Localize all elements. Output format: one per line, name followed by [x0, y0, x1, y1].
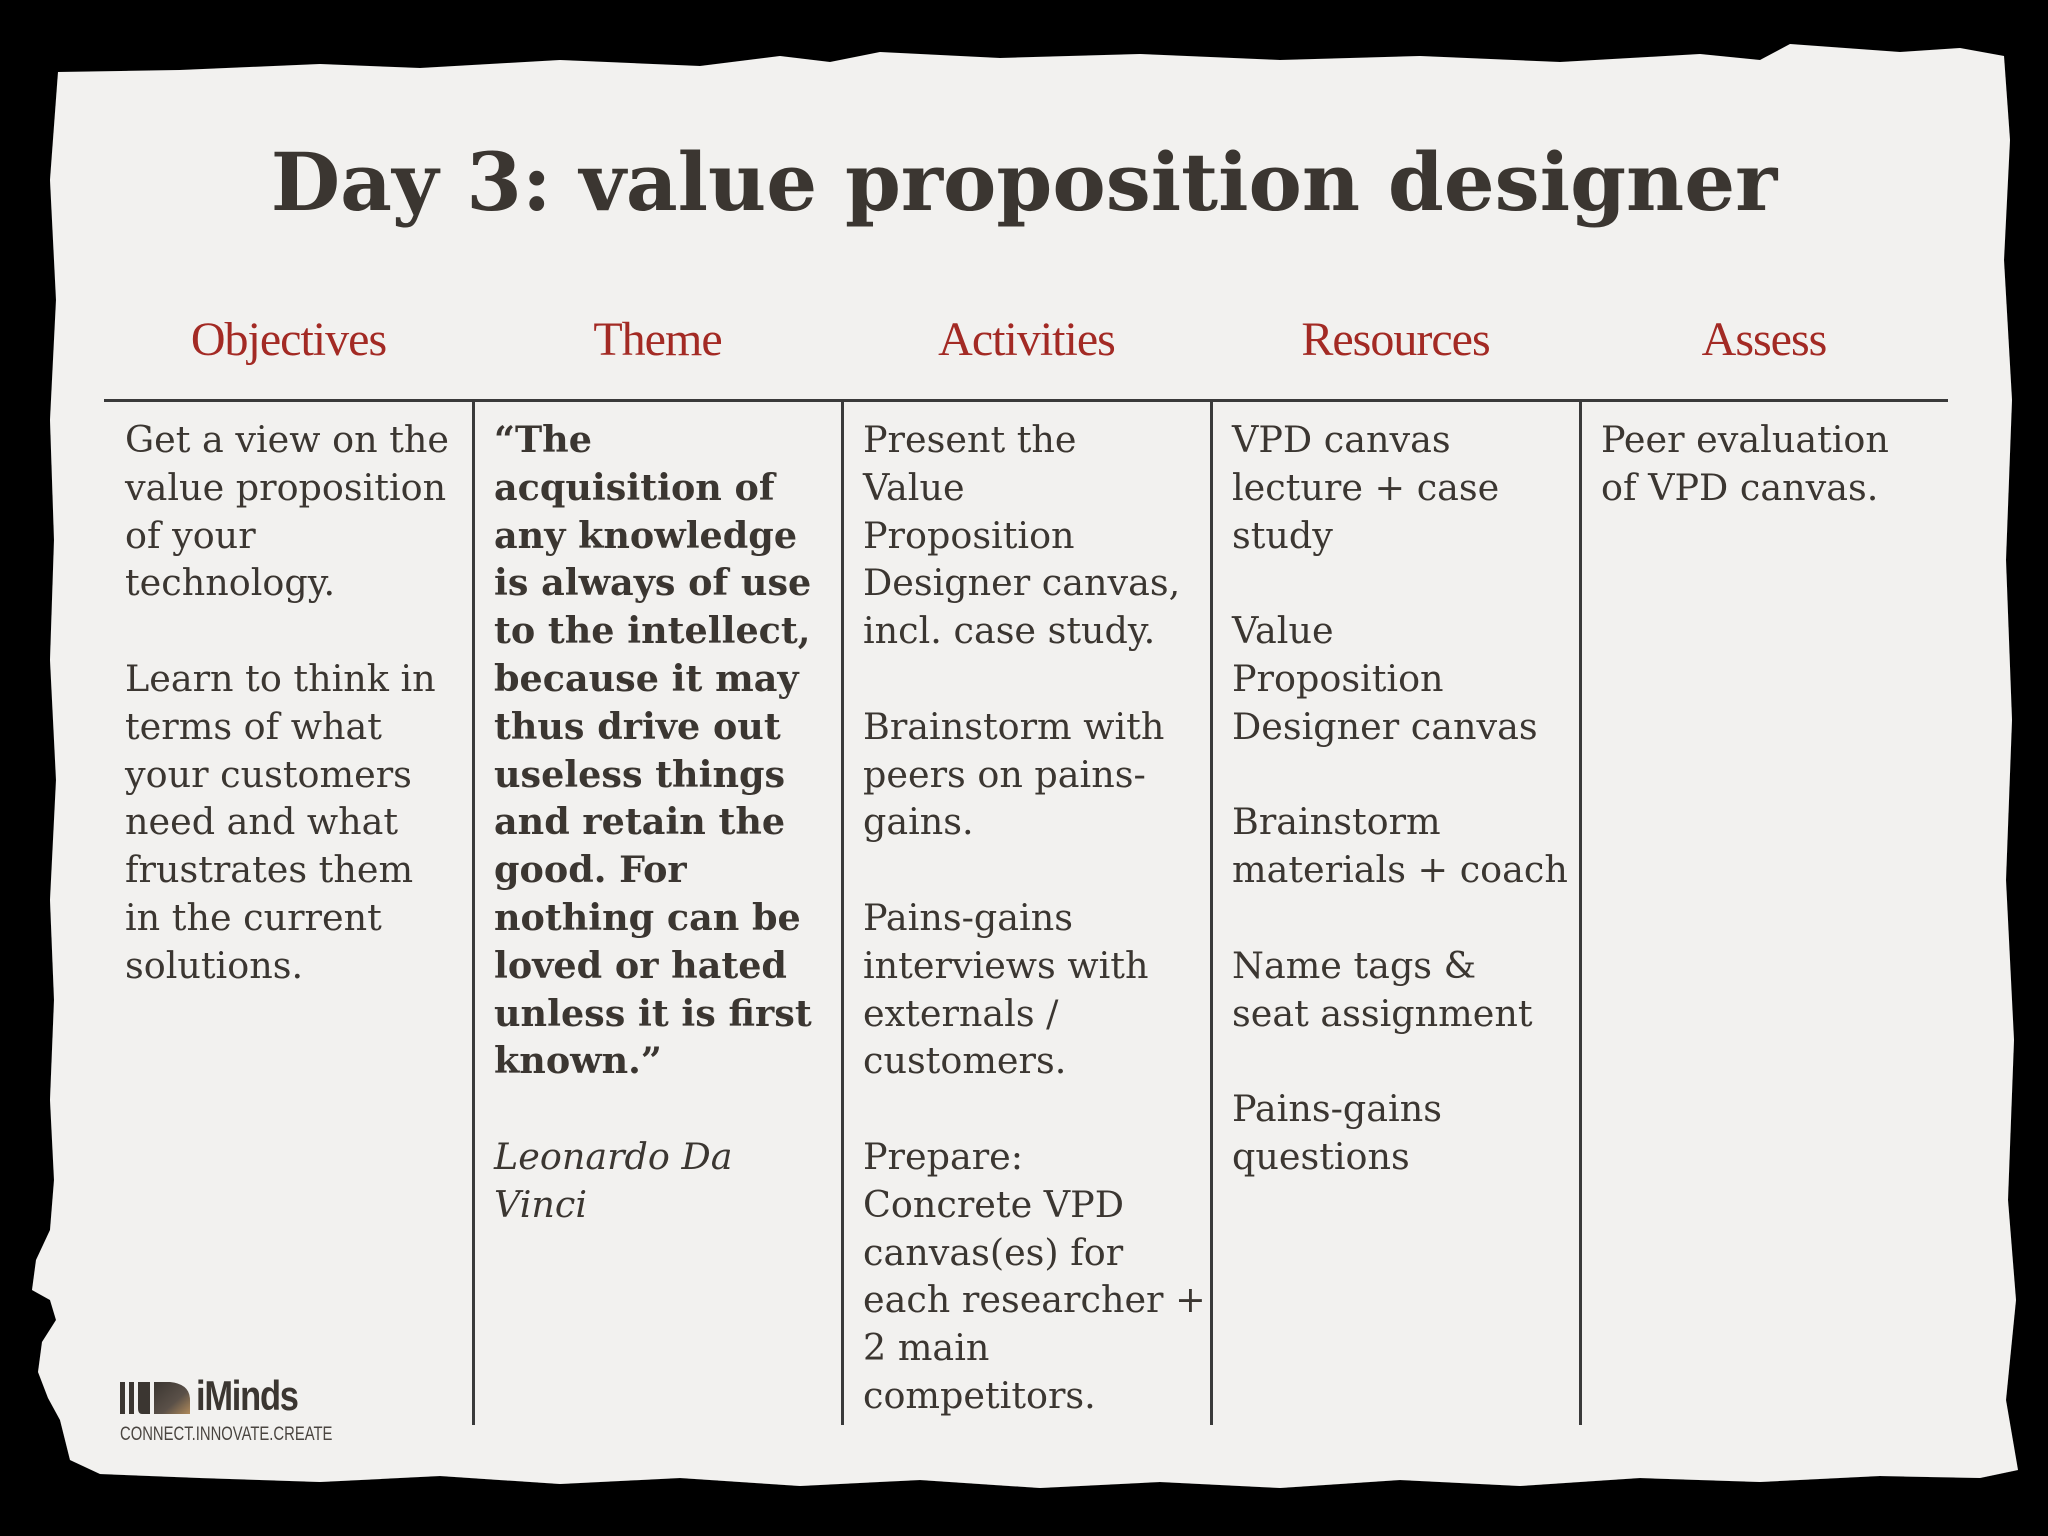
column-divider: [1579, 401, 1582, 1425]
column-header-objectives: Objectives: [190, 313, 387, 366]
activities-text: Pains-gains interviews with externals / customers.: [863, 895, 1149, 1083]
resources-text: Value Proposition Designer canvas: [1232, 609, 1538, 748]
resources-text: Brainstorm materials + coach: [1232, 800, 1568, 892]
objectives-text: Get a view on the value proposition of your technology.: [125, 418, 449, 605]
column-header-resources: Resources: [1301, 313, 1490, 366]
activities-text: Present the Value Proposition Designer canvas, incl. case study.: [863, 418, 1181, 653]
objectives-text: Learn to think in terms of what your customers need and what frustrates them in the current solutions.: [125, 656, 436, 987]
column-divider: [1210, 401, 1213, 1425]
iminds-logo: [120, 1372, 340, 1450]
resources-column: [1232, 416, 1577, 1181]
activities-column: [863, 416, 1208, 1420]
iminds-logo-tagline: CONNECT.INNOVATE.CREATE: [120, 1424, 333, 1445]
theme-quote: “The acquisition of any knowledge is always of use to the intellect, because it may thus drive out useless things and retain the good. For nothing can be loved or hated unless it is first known.”: [494, 418, 812, 1083]
assess-text: Peer evaluation of VPD canvas.: [1601, 418, 1889, 509]
column-divider: [841, 401, 844, 1425]
slide-title: Day 3: value proposition designer: [270, 135, 1778, 229]
column-header-row: [104, 305, 1948, 385]
column-header-assess: Assess: [1701, 313, 1827, 366]
resources-text: Pains-gains questions: [1232, 1087, 1442, 1178]
objectives-column: [125, 416, 465, 990]
iminds-logo-icon: [120, 1380, 194, 1416]
column-header-activities: Activities: [938, 313, 1115, 366]
theme-column: [494, 416, 839, 1229]
resources-text: VPD canvas lecture + case study: [1232, 418, 1500, 557]
resources-text: Name tags & seat assignment: [1232, 943, 1533, 1035]
iminds-logo-name: iMinds: [196, 1372, 298, 1419]
activities-text: Brainstorm with peers on pains- gains.: [863, 704, 1165, 844]
column-header-theme: Theme: [593, 313, 722, 366]
header-divider: [104, 399, 1948, 402]
quote-author: Leonardo Da Vinci: [494, 1134, 733, 1226]
assess-column: [1601, 416, 1946, 512]
column-divider: [472, 401, 475, 1425]
activities-text: Prepare: Concrete VPD canvas(es) for each researcher + 2 main competitors.: [863, 1134, 1206, 1417]
